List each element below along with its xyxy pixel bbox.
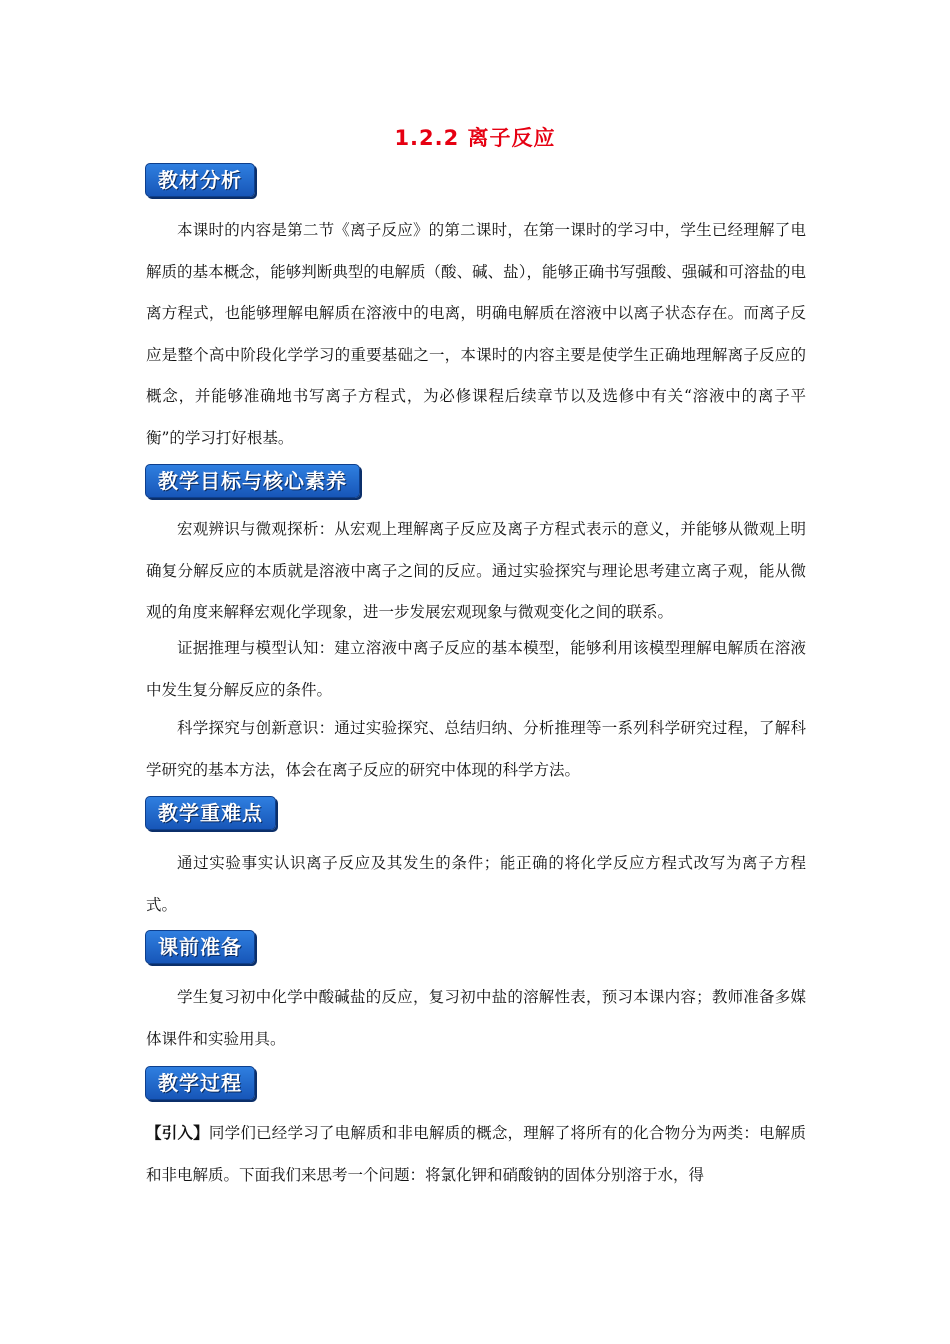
analysis-paragraph: 本课时的内容是第二节《离子反应》的第二课时，在第一课时的学习中，学生已经理解了电解质的基本概念，能够判断典型的电解质（酸、碱、盐），能够正确书写强酸、强碱和可溶盐的电离方程式，也能够理解电解质在溶液中的电离，明确电解质在溶液中以离子状态存在。而离子反应是整个高中阶段化学学习的重要基础之一，本课时的内容主要是使学生正确地理解离子反应的概念，并能够准确地书写离子方程式，为必修课程后续章节以及选修中有关“溶液中的离子平衡”的学习打好根基。 — [146, 221, 806, 447]
objectives-paragraph-1: 宏观辨识与微观探析：从宏观上理解离子反应及离子方程式表示的意义，并能够从微观上明确复分解反应的本质就是溶液中离子之间的反应。通过实验探究与理论思考建立离子观，能从微观的角度来解释宏观化学现象，进一步发展宏观现象与微观变化之间的联系。 — [146, 520, 806, 621]
section-heading-preparation: 课前准备 — [145, 930, 255, 964]
key-points-paragraph: 通过实验事实认识离子反应及其发生的条件；能正确的将化学反应方程式改写为离子方程式。 — [146, 854, 806, 914]
section-heading-process: 教学过程 — [145, 1066, 255, 1100]
section-heading-analysis: 教材分析 — [145, 163, 255, 197]
page-title: 1.2.2 离子反应 — [394, 126, 556, 150]
intro-label: 【引入】 — [146, 1124, 209, 1142]
section-heading-key-points: 教学重难点 — [145, 796, 276, 830]
preparation-paragraph: 学生复习初中化学中酸碱盐的反应，复习初中盐的溶解性表，预习本课内容；教师准备多媒体课件和实验用具。 — [146, 988, 806, 1048]
objectives-paragraph-2: 证据推理与模型认知：建立溶液中离子反应的基本模型，能够利用该模型理解电解质在溶液中发生复分解反应的条件。 — [146, 639, 806, 699]
process-intro-paragraph — [146, 1113, 806, 1196]
intro-text: 同学们已经学习了电解质和非电解质的概念，理解了将所有的化合物分为两类：电解质和非电解质。下面我们来思考一个问题：将氯化钾和硝酸钠的固体分别溶于水，得 — [146, 1124, 806, 1184]
objectives-paragraph-3: 科学探究与创新意识：通过实验探究、总结归纳、分析推理等一系列科学研究过程，了解科学研究的基本方法，体会在离子反应的研究中体现的科学方法。 — [146, 719, 806, 779]
section-heading-objectives: 教学目标与核心素养 — [145, 464, 360, 498]
